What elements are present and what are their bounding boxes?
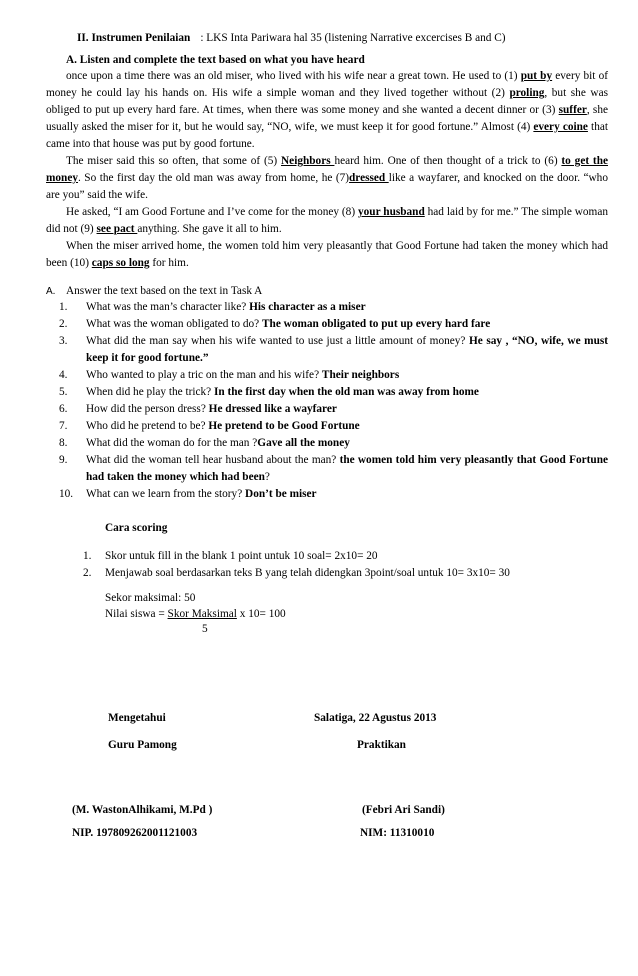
question-number: 5. <box>59 386 68 398</box>
header-source-text: : LKS Inta Pariwara hal 35 (listening Narrative excercises B and C) <box>200 32 506 44</box>
question-answer: He say , “NO, wife, we must keep it for good fortune.” <box>86 335 609 364</box>
passage-text: The miser said this so often, that some of (5) <box>66 155 282 167</box>
section-heading: II. Instrumen Penilaian <box>77 32 191 44</box>
question-item <box>46 401 608 418</box>
signature-left-nip: NIP. 197809262001121003 <box>72 827 198 839</box>
scoring-item-text: Skor untuk fill in the blank 1 point untuk 10 soal= 2x10= 20 <box>105 550 378 562</box>
question-number: 4. <box>59 369 68 381</box>
question-item <box>46 299 608 316</box>
scoring-item-text: Menjawab soal berdasarkan teks B yang telah didengkan 3point/soal untuk 10= 3x10= 30 <box>105 567 510 579</box>
answer-3: suffer <box>558 104 587 116</box>
passage-text: heard him. One of then thought of a trick to (6) <box>334 155 562 167</box>
passage-text: He asked, “I am Good Fortune and I’ve come for the money (8) <box>66 206 358 218</box>
question-list <box>46 299 608 503</box>
passage-paragraph-2 <box>46 153 608 204</box>
max-score: Sekor maksimal: 50 <box>105 592 196 604</box>
assessment-header <box>77 30 506 47</box>
question-item <box>46 452 608 486</box>
answer-7: dressed <box>349 172 389 184</box>
task-a-label: A. <box>46 286 56 297</box>
question-answer: Gave all the money <box>257 437 350 449</box>
question-text: What did the woman do for the man ? <box>86 437 258 449</box>
signature-left-role: Guru Pamong <box>108 739 177 751</box>
answer-2: proling <box>509 87 545 99</box>
formula-numerator: Skor Maksimal <box>167 608 237 620</box>
question-item <box>46 316 608 333</box>
scoring-title: Cara scoring <box>105 522 168 534</box>
question-answer: Their neighbors <box>321 369 400 381</box>
section-a-title: A. Listen and complete the text based on what you have heard <box>66 54 365 66</box>
passage-text: , she usually asked the miser for it, but he would say, “NO, wife, we must keep it for good fortune.” Almost (4) <box>46 104 608 133</box>
question-text: When did he play the trick? <box>86 386 214 398</box>
answer-6: to get the money <box>46 155 608 184</box>
question-answer: Don’t be miser <box>245 488 317 500</box>
question-item <box>46 435 608 452</box>
formula-suffix: x 10= 100 <box>236 608 286 620</box>
scoring-list <box>83 548 603 582</box>
question-text: How did the person dress? <box>86 403 209 415</box>
question-answer: the women told him very pleasantly that Good Fortune had taken the money which had been <box>86 454 608 483</box>
passage-text: . So the first day the old man was away from home, he (7) <box>78 172 350 184</box>
question-item <box>46 333 608 367</box>
question-item <box>46 384 608 401</box>
passage-text: anything. She gave it all to him. <box>137 223 282 235</box>
answer-1: put by <box>520 70 553 82</box>
question-number: 7. <box>59 420 68 432</box>
answer-5: Neighbors <box>281 155 335 167</box>
passage-text: once upon a time there was an old miser, who lived with his wife near a great town. He used to (1) <box>66 70 521 82</box>
signature-left-label: Mengetahui <box>108 712 166 724</box>
question-answer: The woman obligated to put up every hard fare <box>262 318 491 330</box>
answer-9: see pact <box>96 223 138 235</box>
task-a-text: Answer the text based on the text in Task A <box>66 285 263 297</box>
passage-paragraph-4 <box>46 238 608 272</box>
scoring-item <box>83 565 603 582</box>
scoring-item-number: 2. <box>83 567 92 579</box>
answer-4: every coine <box>533 121 588 133</box>
question-answer: He dressed like a wayfarer <box>208 403 337 415</box>
formula-denominator: 5 <box>202 623 208 635</box>
question-number: 6. <box>59 403 68 415</box>
answer-8: your husband <box>358 206 425 218</box>
passage-text: When the miser arrived home, the women told him very pleasantly that Good Fortune had taken the money which had been (10) <box>46 240 608 269</box>
question-number: 8. <box>59 437 68 449</box>
formula-prefix: Nilai siswa = <box>105 608 168 620</box>
passage-text: had laid by for me.” The simple woman did not (9) <box>46 206 608 235</box>
question-text: What can we learn from the story? <box>86 488 246 500</box>
question-text: Who did he pretend to be? <box>86 420 209 432</box>
narrative-passage <box>46 68 608 272</box>
signature-right-name: (Febri Ari Sandi) <box>362 804 445 816</box>
question-number: 3. <box>59 335 68 347</box>
question-number: 1. <box>59 301 68 313</box>
passage-text: that came into that house was put by good fortune. <box>46 121 608 150</box>
question-item <box>46 486 608 503</box>
question-answer: He pretend to be Good Fortune <box>208 420 360 432</box>
passage-text: for him. <box>149 257 189 269</box>
signature-right-role: Praktikan <box>357 739 406 751</box>
passage-paragraph-3 <box>46 204 608 238</box>
passage-text: , but she was obliged to put up every hard fare. At times, when there was some money and she wanted a decent dinner or (3) <box>46 87 608 116</box>
signature-left-name: (M. WastonAlhikami, M.Pd ) <box>72 804 213 816</box>
question-item <box>46 418 608 435</box>
question-number: 10. <box>59 488 74 500</box>
answer-10: caps so long <box>91 257 150 269</box>
question-number: 2. <box>59 318 68 330</box>
question-text: What was the man’s character like? <box>86 301 250 313</box>
question-number: 9. <box>59 454 68 466</box>
question-answer: In the first day when the old man was away from home <box>213 386 479 398</box>
score-formula <box>105 606 286 623</box>
scoring-item-number: 1. <box>83 550 92 562</box>
passage-paragraph-1 <box>46 68 608 153</box>
passage-text: every bit of money he could lay his hands on. His wife a simple woman and they lived together without (2) <box>46 70 608 99</box>
signature-right-date: Salatiga, 22 Agustus 2013 <box>314 712 437 724</box>
passage-text: like a wayfarer, and knocked on the door. “who are you” said the wife. <box>46 172 608 201</box>
question-text: What was the woman obligated to do? <box>86 318 262 330</box>
task-a-heading <box>46 283 262 300</box>
question-tail: ? <box>264 471 270 483</box>
question-text: What did the man say when his wife wanted to use just a little amount of money? <box>86 335 469 347</box>
question-text: Who wanted to play a tric on the man and his wife? <box>86 369 322 381</box>
question-answer: His character as a miser <box>249 301 366 313</box>
signature-right-nim: NIM: 11310010 <box>360 827 435 839</box>
question-text: What did the woman tell hear husband about the man? <box>86 454 340 466</box>
scoring-item <box>83 548 603 565</box>
question-item <box>46 367 608 384</box>
